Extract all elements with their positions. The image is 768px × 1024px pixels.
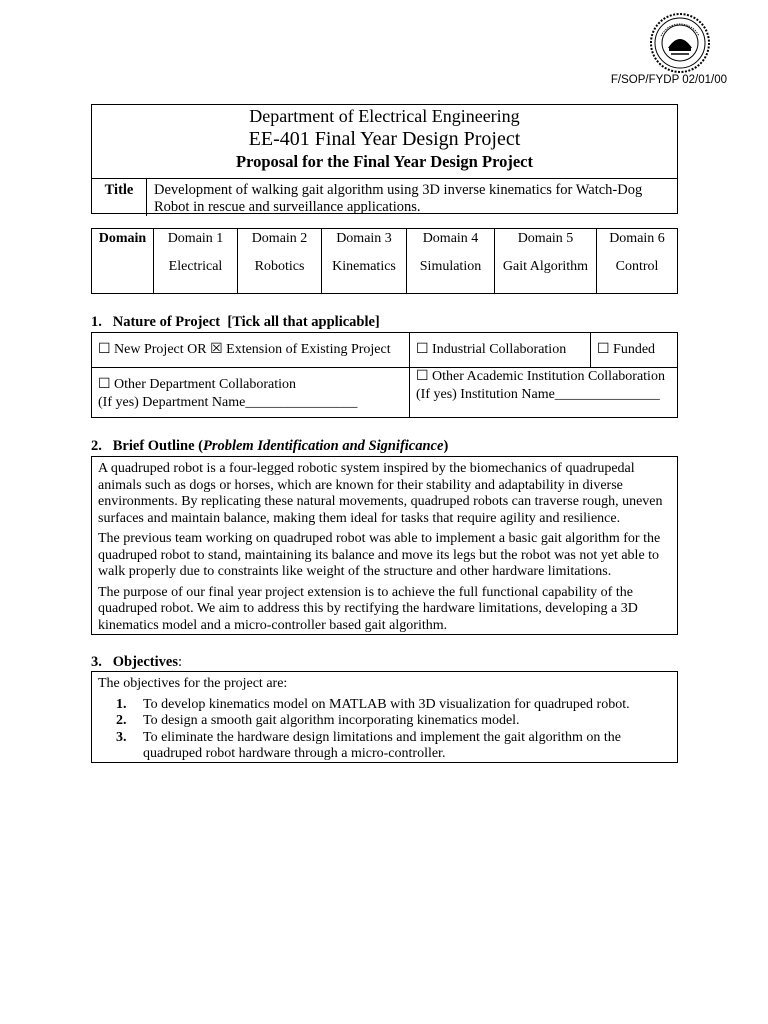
domain-cell	[322, 229, 407, 293]
document-code: F/SOP/FYDP 02/01/00	[610, 74, 727, 86]
outline-box	[91, 456, 678, 635]
objective-item	[116, 713, 671, 730]
outline-heading-prefix: 2. Brief Outline (	[91, 438, 203, 454]
domain-cell	[495, 229, 597, 293]
funded-option[interactable]: ☐ Funded	[597, 342, 656, 357]
domain-head: Domain 2	[251, 231, 308, 246]
industrial-option[interactable]: ☐ Industrial Collaboration	[410, 333, 591, 367]
objective-text: To eliminate the hardware design limitations and implement the gait algorithm on the quadruped robot hardware through a micro-controller.	[143, 729, 622, 761]
outline-heading-suffix: )	[443, 438, 449, 454]
domain-value: Simulation	[419, 259, 482, 274]
new-project-option[interactable]: ☐ New Project OR ☒ Extension of Existing Project	[92, 333, 410, 367]
objectives-list	[98, 697, 671, 763]
department-name: Department of Electrical Engineering	[249, 106, 520, 126]
outline-paragraph: A quadruped robot is a four-legged robotic system inspired by the biomechanics of quadrupedal animals such as dogs or horses, which are known for their stability and adaptability in diverse environments. By replicating these natural movements, quadruped robots can traverse rough, uneven surfaces and maintain balance, making them ideal for tasks that require agility and resilience.	[98, 461, 663, 526]
objective-item	[116, 697, 671, 714]
institution-name-field: (If yes) Institution Name_______________	[416, 387, 660, 402]
title-label: Title	[92, 179, 147, 216]
objective-number: 1.	[116, 696, 127, 712]
domain-head: Domain 1	[167, 231, 224, 246]
domain-cell	[597, 229, 677, 293]
proposal-title: Proposal for the Final Year Design Project	[236, 152, 533, 171]
domain-head: Domain 5	[517, 231, 574, 246]
nature-heading: 1. Nature of Project [Tick all that applicable]	[91, 314, 380, 330]
objectives-heading: 3. Objectives	[91, 654, 178, 670]
domain-cell	[238, 229, 322, 293]
outline-paragraph: The previous team working on quadruped robot was able to implement a basic gait algorithm for the quadruped robot to stand, maintaining its balance and move its legs but the robot was not yet able to walk properly due to constraints like weight of the structure and other hardware limitations.	[98, 531, 661, 579]
domain-label: Domain	[98, 231, 147, 246]
objective-text: To develop kinematics model on MATLAB with 3D visualization for quadruped robot.	[143, 696, 630, 712]
outline-heading	[91, 438, 448, 455]
objective-number: 2.	[116, 713, 127, 728]
title-row	[92, 179, 677, 216]
nature-row	[92, 368, 677, 417]
domain-value: Robotics	[254, 259, 305, 274]
university-seal-icon	[649, 12, 711, 74]
objectives-heading-colon: :	[177, 654, 183, 670]
objectives-box	[91, 671, 678, 763]
domain-value: Gait Algorithm	[502, 259, 589, 274]
domain-cell	[407, 229, 495, 293]
objectives-intro: The objectives for the project are:	[98, 676, 288, 691]
header-titles	[92, 106, 677, 179]
domain-value: Kinematics	[332, 259, 396, 274]
department-name-field: (If yes) Department Name________________	[98, 395, 358, 410]
title-value: Development of walking gait algorithm using 3D inverse kinematics for Watch-Dog Robot in rescue and surveillance applications.	[154, 182, 643, 215]
domain-head: Domain 4	[422, 231, 479, 246]
header-box	[91, 104, 678, 214]
objective-text: To design a smooth gait algorithm incorporating kinematics model.	[143, 713, 520, 728]
objective-number: 3.	[116, 729, 127, 745]
outline-heading-italic: Problem Identification and Significance	[202, 438, 444, 454]
objectives-heading-line	[91, 654, 182, 671]
domain-cell	[154, 229, 238, 293]
other-institution-option[interactable]: ☐ Other Academic Institution Collaboration	[416, 369, 665, 384]
domain-table	[91, 228, 678, 294]
domain-head: Domain 6	[609, 231, 665, 246]
other-department-cell	[92, 368, 410, 417]
domain-label-cell	[92, 229, 154, 293]
nature-row	[92, 333, 677, 368]
objective-item	[116, 730, 671, 763]
domain-head: Domain 3	[336, 231, 392, 246]
domain-value: Control	[615, 259, 659, 274]
other-institution-cell	[410, 368, 677, 417]
outline-paragraph: The purpose of our final year project extension is to achieve the full functional capability of the quadruped robot. We aim to address this by rectifying the hardware limitations, developing a 3D kinematics model and a micro-controller based gait algorithm.	[98, 584, 638, 633]
other-department-option[interactable]: ☐ Other Department Collaboration	[98, 377, 296, 392]
nature-table	[91, 332, 678, 418]
domain-value: Electrical	[168, 259, 223, 274]
course-name: EE-401 Final Year Design Project	[248, 128, 521, 150]
